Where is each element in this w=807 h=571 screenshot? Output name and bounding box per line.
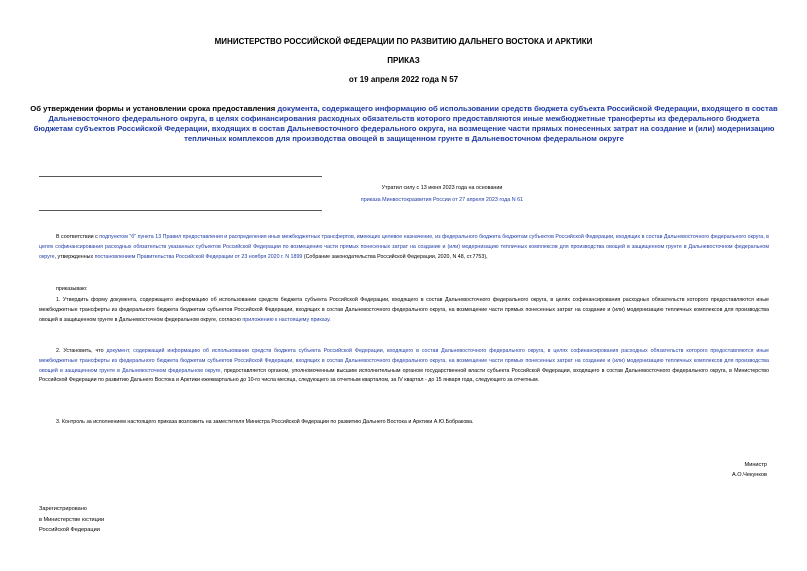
document-type: ПРИКАЗ xyxy=(387,56,420,65)
signatory-position: Министр xyxy=(744,462,767,468)
registration-line-3: Российской Федерации xyxy=(39,527,100,533)
divider-bottom xyxy=(39,210,322,211)
government-decree-link[interactable]: постановлением Правительства Российской Федерации от 23 ноября 2020 г. N 1899 xyxy=(94,253,303,260)
signature-block xyxy=(567,460,767,480)
registration-line-1: Зарегистрировано xyxy=(39,506,87,512)
status-note-link[interactable]: приказа Минвостокразвития России от 27 апреля 2023 года N 61 xyxy=(360,197,524,203)
registration-block xyxy=(39,504,239,536)
item-2-paragraph: 2. Установить, что документ, содержащий информацию об использовании средств бюджета субъекта Российской Федерации, входящего в состав Дальневосточного федерального округа, в целях софинансирования расходных обязательств которого предоставляются иные межбюджетные трансферты из федерального бюджета бюджетам субъектов Российской Федерации, входящих в состав Дальневосточного федерального округа, на возмещение части прямых понесенных затрат на создание и (или) модернизацию тепличных комплексов для производства овощей в защищенном грунте в Дальневосточном федеральном округе, предоставляется органом, уполномоченным высшим исполнительным органом государственной власти субъекта Российской Федерации, входящего в состав Дальневосточного федерального округа, в Министерство Российской Федерации по развитию Дальнего Востока и Арктики ежеквартально до 10-го числа месяца, следующего за отчетным кварталом, за IV квартал - до 15 января года, следующего за отчетным. xyxy=(39,348,770,384)
item-3-paragraph: 3. Контроль за исполнением настоящего приказа возложить на заместителя Министра Российской Федерации по развитию Дальнего Востока и Арктики А.Ю.Бобракова. xyxy=(56,419,474,425)
divider-top xyxy=(39,176,322,177)
ministry-name: МИНИСТЕРСТВО РОССИЙСКОЙ ФЕДЕРАЦИИ ПО РАЗВИТИЮ ДАЛЬНЕГО ВОСТОКА И АРКТИКИ xyxy=(214,37,593,46)
document-title xyxy=(30,104,778,144)
signatory-name: А.О.Чекунков xyxy=(731,472,767,478)
status-note-text: Утратил силу с 13 июня 2023 года на основании xyxy=(381,185,503,191)
order-word: приказываю: xyxy=(56,286,88,292)
rules-link[interactable]: подпунктом "б" пункта 13 Правил предоставления и распределения иных межбюджетных трансфертов, имеющих целевое назначение, из федерального бюджета бюджетам субъектов Российской Федерации, входящих в состав Дальневосточного федерального округа, в целях софинансирования расходных обязательств указанных субъектов Российской Федерации по возмещению части прямых понесенных затрат на создание и (или) модернизацию тепличных комплексов для производства овощей в защищенном грунте в Дальневосточном федеральном округе xyxy=(39,234,770,260)
appendix-link[interactable]: приложению к настоящему приказу xyxy=(242,316,330,323)
item-1-paragraph: 1. Утвердить форму документа, содержащего информацию об использовании средств бюджета субъекта Российской Федерации, входящего в состав Дальневосточного федерального округа, в целях софинансирования расходных обязательств которого предоставляются иные межбюджетные трансферты из федерального бюджета бюджетам субъектов Российской Федерации, входящих в состав Дальневосточного федерального округа, на возмещение части прямых понесенных затрат на создание и (или) модернизацию тепличных комплексов для производства овощей в защищенном грунте в Дальневосточном федеральном округе, согласно приложению к настоящему приказу. xyxy=(39,297,769,323)
title-text: Об утверждении формы и установлении срока предоставления xyxy=(30,104,278,113)
document-form-link[interactable]: документ, содержащий информацию об использовании средств бюджета субъекта Российской Федерации, входящего в состав Дальневосточного федерального округа, в целях софинансирования расходных обязательств которого предоставляются иные межбюджетные трансферты из федерального бюджета бюджетам субъектов Российской Федерации, входящих в состав Дальневосточного федерального округа, на возмещение части прямых понесенных затрат на создание и (или) модернизацию тепличных комплексов для производства овощей в защищенном грунте в Дальневосточном федеральном округе xyxy=(39,348,769,374)
preamble-paragraph: В соответствии с подпунктом "б" пункта 13 Правил предоставления и распределения иных межбюджетных трансфертов, имеющих целевое назначение, из федерального бюджета бюджетам субъектов Российской Федерации, входящих в состав Дальневосточного федерального округа, в целях софинансирования расходных обязательств указанных субъектов Российской Федерации по возмещению части прямых понесенных затрат на создание и (или) модернизацию тепличных комплексов для производства овощей в защищенном грунте в Дальневосточном федеральном округе, утвержденных постановлением Правительства Российской Федерации от 23 ноября 2020 г. N 1899 (Собрание законодательства Российской Федерации, 2020, N 48, ст.7753), xyxy=(39,234,770,260)
registration-line-2: в Министерстве юстиции xyxy=(39,516,105,523)
title-link[interactable]: документа, содержащего информацию об использовании средств бюджета субъекта Российской Федерации, входящего в состав Дальневосточного федерального округа, в целях софинансирования расходных обязательств которого предоставляются иные межбюджетные трансферты из федерального бюджета бюджетам субъектов Российской Федерации, входящих в состав Дальневосточного федерального округа, на возмещение части прямых понесенных затрат на создание и (или) модернизацию тепличных комплексов для производства овощей в защищенном грунте в Дальневосточном федеральном округе xyxy=(33,104,778,143)
document-date-number: от 19 апреля 2022 года N 57 xyxy=(348,75,459,84)
